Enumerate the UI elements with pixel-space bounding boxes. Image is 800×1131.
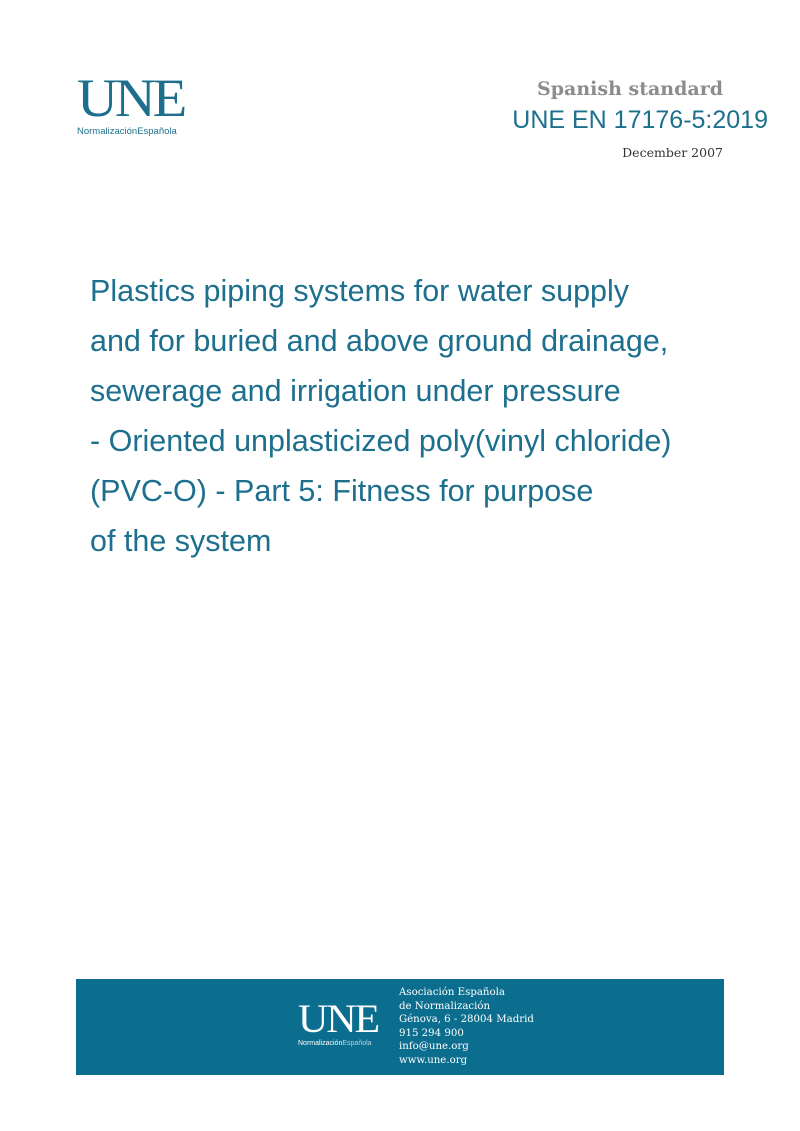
footer-logo-subtitle-part1: Normalización xyxy=(298,1040,343,1047)
phone-number: 915 294 900 xyxy=(399,1027,464,1039)
title-line: (PVC-O) - Part 5: Fitness for purpose xyxy=(90,474,594,508)
footer-logo-subtitle xyxy=(298,1040,374,1047)
title-line: and for buried and above ground drainage, xyxy=(90,324,669,358)
standard-header xyxy=(448,78,768,160)
address-line: de Normalización xyxy=(399,1000,491,1012)
email-link[interactable]: info@une.org xyxy=(399,1041,469,1053)
address-line: Asociación Española xyxy=(399,987,505,998)
document-title xyxy=(90,266,750,566)
footer-address xyxy=(399,986,534,1068)
footer-logo-letters: UNE xyxy=(298,996,379,1041)
standard-kind: Spanish standard xyxy=(537,78,723,100)
standard-code: UNE EN 17176-5:2019 xyxy=(512,106,768,134)
footer-logo-subtitle-part2: Española xyxy=(342,1040,372,1047)
address-line: Génova, 6 - 28004 Madrid xyxy=(399,1014,534,1026)
title-line: Plastics piping systems for water supply xyxy=(90,274,630,308)
logo-subtitle-part2: Española xyxy=(137,126,177,137)
une-logo xyxy=(77,68,197,137)
title-line: - Oriented unplasticized poly(vinyl chloride) xyxy=(90,424,672,458)
standard-date: December 2007 xyxy=(622,145,723,160)
title-line: sewerage and irrigation under pressure xyxy=(90,374,621,408)
footer-banner xyxy=(76,979,724,1075)
website-link[interactable]: www.une.org xyxy=(399,1054,468,1066)
logo-letters: UNE xyxy=(77,68,185,128)
logo-subtitle-part1: Normalización xyxy=(77,126,138,137)
footer-une-logo xyxy=(298,996,379,1047)
title-line: of the system xyxy=(90,524,272,558)
